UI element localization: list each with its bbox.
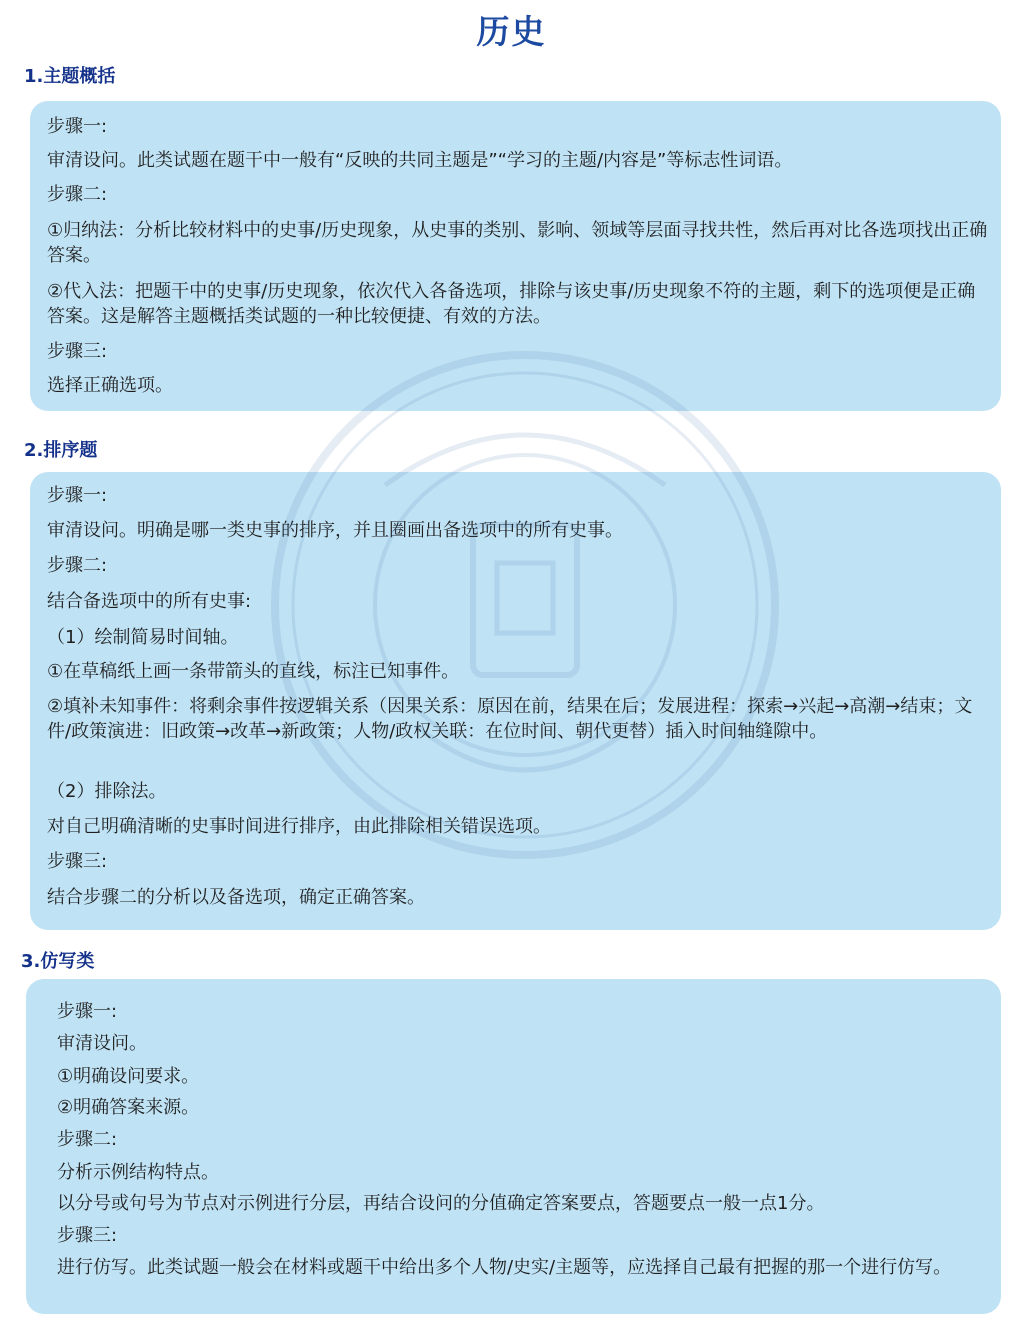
step-two-label: 步骤二: [57, 1129, 118, 1150]
section-card-sequencing [30, 472, 1001, 930]
page-title: 历史 [476, 12, 547, 51]
step-text: ①在草稿纸上画一条带箭头的直线，标注已知事件。 [47, 661, 460, 682]
step-one-label: 步骤一: [47, 485, 108, 506]
step-three-label: 步骤三: [57, 1225, 118, 1246]
step-one-label: 步骤一: [47, 116, 108, 137]
section-card-imitation [26, 979, 1001, 1314]
section-card-theme-summary [30, 101, 1001, 411]
step-text: ②填补未知事件：将剩余事件按逻辑关系（因果关系：原因在前，结果在后；发展进程：探索→兴起→高潮→结束；文件/政策演进：旧政策→改革→新政策；人物/政权关联：在位时间、朝代更替）插入时间轴缝隙中。 [47, 696, 973, 742]
step-text: 分析示例结构特点。 [57, 1162, 219, 1183]
step-text: （2）排除法。 [47, 781, 167, 802]
section-heading-sequencing: 2.排序题 [24, 440, 98, 461]
step-text: 进行仿写。此类试题一般会在材料或题干中给出多个人物/史实/主题等，应选择自己最有把握的那一个进行仿写。 [57, 1257, 952, 1278]
step-one-label: 步骤一: [57, 1001, 118, 1022]
step-text: 审清设问。明确是哪一类史事的排序，并且圈画出备选项中的所有史事。 [47, 520, 623, 541]
step-text: 选择正确选项。 [47, 375, 173, 396]
section-heading-theme-summary: 1.主题概括 [24, 66, 116, 87]
step-text: 审清设问。此类试题在题干中一般有“反映的共同主题是”“学习的主题/内容是”等标志性词语。 [47, 150, 793, 171]
step-two-label: 步骤二: [47, 184, 108, 205]
step-text: 结合备选项中的所有史事: [47, 591, 252, 612]
step-two-label: 步骤二: [47, 555, 108, 576]
step-three-label: 步骤三: [47, 851, 108, 872]
step-text: ①归纳法：分析比较材料中的史事/历史现象，从史事的类别、影响、领域等层面寻找共性，然后再对比各选项找出正确答案。 [47, 220, 988, 266]
section-heading-imitation: 3.仿写类 [21, 951, 95, 972]
step-text: ①明确设问要求。 [57, 1066, 200, 1087]
step-text: ②代入法：把题干中的史事/历史现象，依次代入各备选项，排除与该史事/历史现象不符的主题，剩下的选项便是正确答案。这是解答主题概括类试题的一种比较便捷、有效的方法。 [47, 281, 976, 327]
step-text: 对自己明确清晰的史事时间进行排序，由此排除相关错误选项。 [47, 816, 551, 837]
step-text: 审清设问。 [57, 1033, 147, 1054]
step-text: 以分号或句号为节点对示例进行分层，再结合设问的分值确定答案要点，答题要点一般一点1分。 [57, 1193, 825, 1214]
step-text: 结合步骤二的分析以及备选项，确定正确答案。 [47, 887, 425, 908]
step-three-label: 步骤三: [47, 341, 108, 362]
step-text: （1）绘制简易时间轴。 [47, 627, 239, 648]
step-text: ②明确答案来源。 [57, 1097, 200, 1118]
